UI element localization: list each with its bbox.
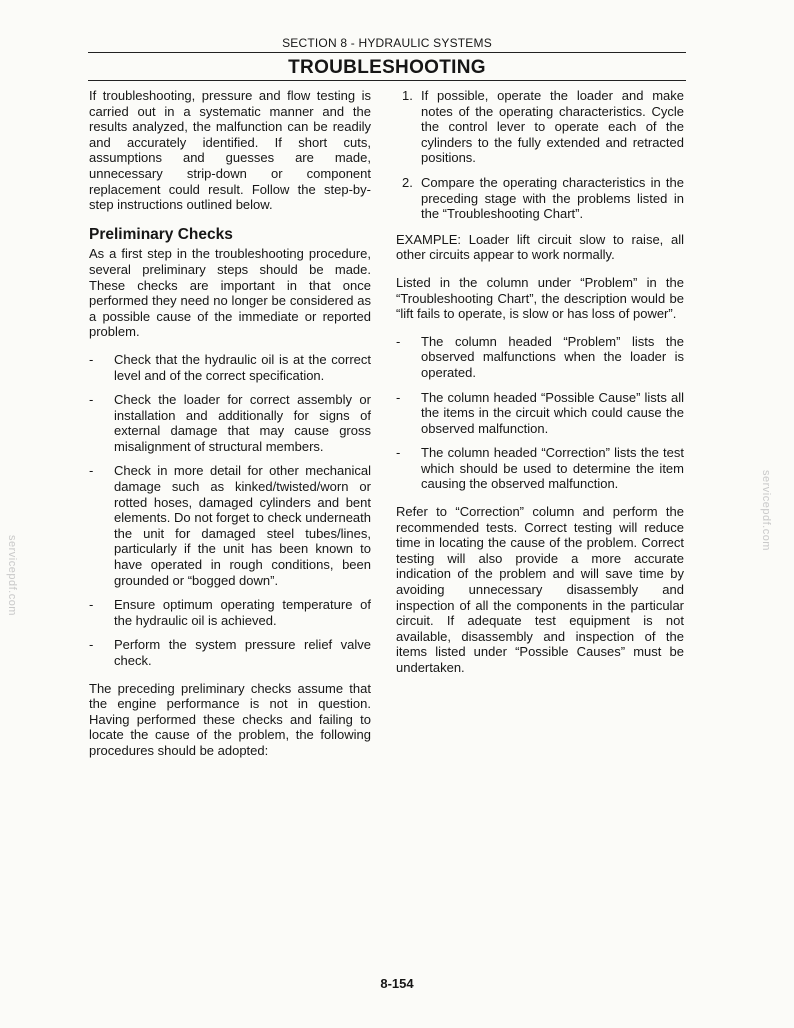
bullet-dash: - [396, 445, 401, 461]
list-item-text: Check in more detail for other mechanical damage such as kinked/twisted/worn or rotted hoses, damaged cylinders and bent elements. Do not forget to check underneath the unit for damaged steel tubes/lines, particularly if the unit has been known to have operated in rough conditions, been grounded or “bogged down”. [114, 463, 371, 588]
right-column [396, 88, 684, 688]
page-title: TROUBLESHOOTING [288, 57, 486, 78]
watermark-left: servicepdf.com [6, 535, 18, 616]
bullet-dash: - [396, 389, 401, 405]
procedure-step [396, 175, 684, 222]
step-text: If possible, operate the loader and make notes of the operating characteristics. Cycle the control lever to operate each of the cylinders to the fully extended and retracted positions. [421, 88, 684, 166]
header-rule-top [88, 52, 686, 53]
bullet-dash: - [89, 597, 94, 613]
procedure-step [396, 88, 684, 166]
intro-paragraph: If troubleshooting, pressure and flow testing is carried out in a systematic manner and the results analyzed, the malfunction can be readily and accurately identified. If short cuts, assumptions and guesses are made, unnecessary strip-down or component replacement could result. Follow the step-by-step instructions outlined below. [89, 88, 371, 213]
list-item-text: The column headed “Correction” lists the test which should be used to determine the item causing the observed malfunction. [421, 445, 684, 492]
list-item-text: Check that the hydraulic oil is at the correct level and of the correct specification. [114, 351, 371, 383]
chart-columns-list [396, 334, 684, 492]
list-item [89, 597, 371, 628]
list-item [89, 463, 371, 588]
listed-paragraph: Listed in the column under “Problem” in the “Troubleshooting Chart”, the description would be “lift fails to operate, is slow or has loss of power”. [396, 274, 684, 322]
page-number: 8-154 [380, 976, 414, 991]
procedure-steps-list [396, 88, 684, 222]
list-item-text: Ensure optimum operating temperature of the hydraulic oil is achieved. [114, 597, 371, 628]
list-item [89, 637, 371, 668]
bullet-dash: - [396, 333, 401, 349]
step-text: Compare the operating characteristics in the preceding stage with the problems listed in the “Troubleshooting Chart”. [421, 174, 684, 222]
list-item [396, 445, 684, 492]
list-item-text: Perform the system pressure relief valve check. [114, 637, 371, 668]
list-item-text: Check the loader for correct assembly or installation and additionally for signs of external damage that may cause gross misalignment of structural members. [114, 392, 371, 454]
list-item [396, 390, 684, 437]
refer-paragraph: Refer to “Correction” column and perform the recommended tests. Correct testing will reduce time in locating the cause of the problem. Correct testing will also provide a more accurate indication of the problem and will save time by avoiding unnecessary disassembly and inspection of all the components in the particular circuit. If adequate test equipment is not available, disassembly and inspection of the items listed under “Possible Causes” must be undertaken. [396, 504, 684, 675]
preliminary-intro-paragraph: As a first step in the troubleshooting procedure, several preliminary steps should be made. These checks are important in that once performed they need no longer be considered as a possible cause of the immediate or reported problem. [89, 246, 371, 340]
step-number: 1. [402, 88, 413, 103]
left-column [89, 88, 371, 771]
preliminary-checks-list [89, 352, 371, 669]
list-item [89, 392, 371, 454]
conclusion-paragraph: The preceding preliminary checks assume that the engine performance is not in question. Having performed these checks and failing to locate the cause of the problem, the following procedures should be adopted: [89, 680, 371, 758]
list-item-text: The column headed “Possible Cause” lists all the items in the circuit which could cause the observed malfunction. [421, 389, 684, 436]
section-header: SECTION 8 - HYDRAULIC SYSTEMS [282, 36, 492, 50]
watermark-right: servicepdf.com [760, 470, 772, 551]
bullet-dash: - [89, 637, 94, 653]
step-number: 2. [402, 174, 413, 190]
header-rule-bottom [88, 80, 686, 81]
list-item-text: The column headed “Problem” lists the observed malfunctions when the loader is operated. [421, 333, 684, 380]
example-paragraph: EXAMPLE: Loader lift circuit slow to raise, all other circuits appear to work normally. [396, 231, 684, 263]
list-item [89, 352, 371, 383]
list-item [396, 334, 684, 381]
bullet-dash: - [89, 463, 94, 479]
bullet-dash: - [89, 351, 94, 367]
preliminary-checks-heading: Preliminary Checks [89, 225, 233, 243]
bullet-dash: - [89, 392, 94, 408]
